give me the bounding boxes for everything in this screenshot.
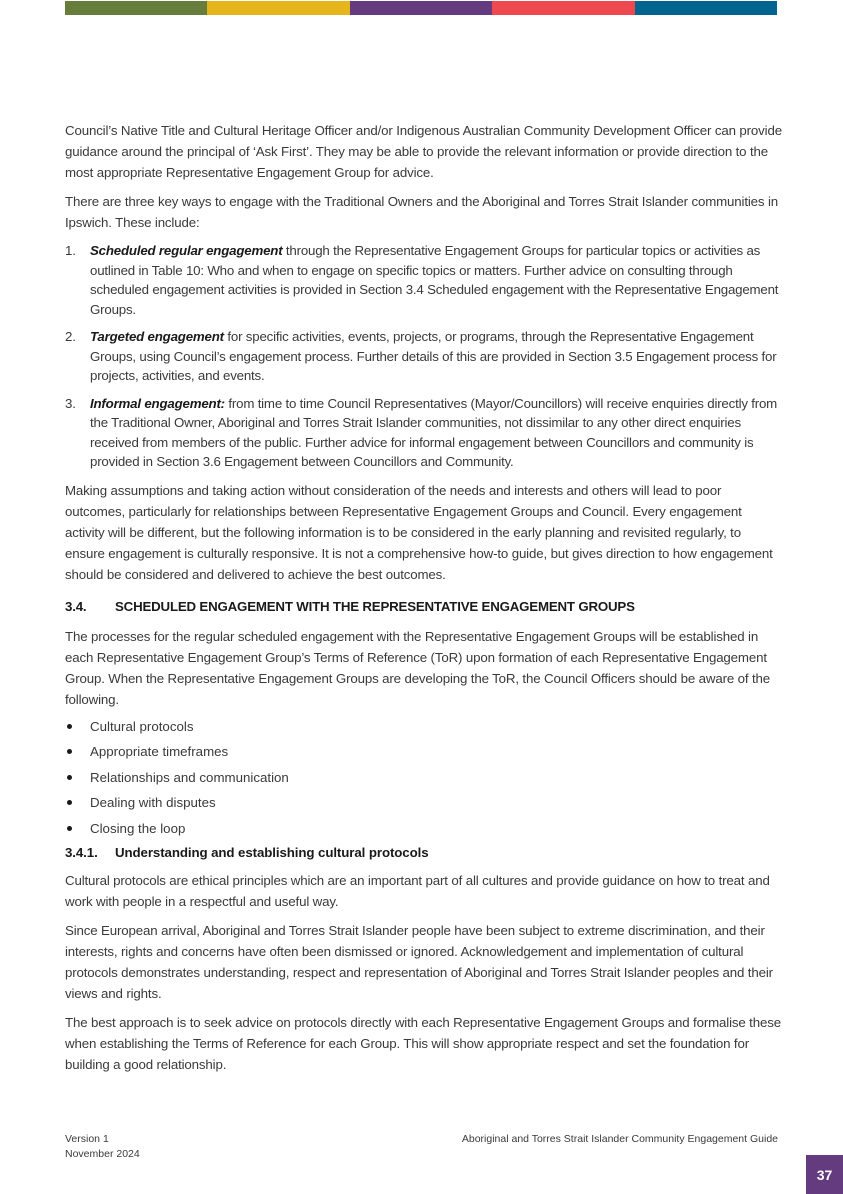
- list-number: 3.: [65, 395, 76, 411]
- list-item-lead: Informal engagement:: [90, 395, 225, 411]
- intro-paragraph-2: There are three key ways to engage with the Traditional Owners and the Aboriginal and Torres Strait Islander communities in Ipswich. These include:: [65, 194, 779, 230]
- list-item-text: through the Representative Engagement Groups for particular topics or activities as outlined in Table 10: Who and when to engage on specific topics or matters. Further advice on consulting through scheduled engagement activities is provided in Section 3.4 Scheduled engagement with the Representative Engagement Groups.: [90, 243, 779, 317]
- color-header-bar: [65, 1, 777, 15]
- list-item: [65, 241, 783, 319]
- bullet-icon: [67, 800, 72, 805]
- bullet-item: [65, 718, 783, 735]
- bullet-item: [65, 743, 783, 760]
- bullet-icon: [67, 749, 72, 754]
- bullet-text: Relationships and communication: [90, 769, 289, 785]
- page-number-badge: 37: [806, 1155, 843, 1194]
- list-item-text: from time to time Council Representatives (Mayor/Councillors) will receive enquiries directly from the Traditional Owner, Aboriginal and Torres Strait Islander communities, not dissimilar to any other direct enquiries received from members of the public. Further advice for informal engagement between Councillors and community is provided in Section 3.6 Engagement between Councillors and Community.: [90, 395, 778, 469]
- list-item-lead: Scheduled regular engagement: [90, 243, 283, 258]
- subsection-heading-3-4-1: [65, 845, 783, 860]
- section-title: SCHEDULED ENGAGEMENT WITH THE REPRESENTATIVE ENGAGEMENT GROUPS: [115, 598, 635, 614]
- subsection-number: 3.4.1.: [65, 845, 98, 860]
- header-bar-segment-red: [492, 1, 634, 15]
- section-number: 3.4.: [65, 598, 87, 614]
- header-bar-segment-blue: [635, 1, 777, 15]
- list-number: 2.: [65, 329, 76, 344]
- bullet-icon: [67, 826, 72, 831]
- list-number: 1.: [65, 243, 76, 258]
- engagement-ways-list: [65, 241, 783, 472]
- assumptions-paragraph: Making assumptions and taking action without consideration of the needs and interests and others will lead to poor outcomes, particularly for relationships between Representative Engagement Groups and Council. Every engagement activity will be different, but the following information is to be considered in the early planning and revisited regularly, to ensure engagement is culturally responsive. It is not a comprehensive how-to guide, but gives direction to how engagement should be considered and delivered to achieve the best outcomes.: [65, 482, 773, 582]
- header-bar-segment-yellow: [207, 1, 349, 15]
- header-bar-segment-green: [65, 1, 207, 15]
- bullet-item: [65, 820, 783, 837]
- protocols-paragraph-1: Cultural protocols are ethical principles which are an important part of all cultures and provide guidance on how to treat and work with people in a respectful and useful way.: [65, 873, 770, 909]
- list-item-text: for specific activities, events, projects, or programs, through the Representative Engagement Groups, using Council’s engagement process. Further details of this are provided in Section 3.5 Engagement process for projects, activities, and events.: [90, 329, 777, 383]
- bullet-icon: [67, 775, 72, 780]
- considerations-bullet-list: [65, 718, 783, 837]
- bullet-text: Cultural protocols: [90, 718, 194, 734]
- footer-document-title: Aboriginal and Torres Strait Islander Community Engagement Guide: [461, 1133, 778, 1145]
- list-item: [65, 327, 783, 386]
- bullet-item: [65, 769, 783, 786]
- bullet-text: Dealing with disputes: [90, 795, 216, 810]
- list-item: [65, 394, 783, 472]
- bullet-icon: [67, 724, 72, 729]
- section-3-4-body: The processes for the regular scheduled engagement with the Representative Engagement Groups will be established in each Representative Engagement Group’s Terms of Reference (ToR) upon formation of each Representative Engagement Group. When the Representative Engagement Groups are developing the ToR, the Council Officers should be aware of the following.: [65, 628, 771, 707]
- section-heading-3-4: [65, 599, 783, 614]
- subsection-title: Understanding and establishing cultural protocols: [115, 845, 429, 860]
- list-item-lead: Targeted engagement: [90, 329, 224, 344]
- page-body: [65, 120, 783, 1083]
- footer-version: Version 1: [65, 1133, 109, 1145]
- bullet-text: Closing the loop: [90, 820, 186, 836]
- bullet-item: [65, 794, 783, 811]
- protocols-paragraph-2: Since European arrival, Aboriginal and Torres Strait Islander people have been subject to extreme discrimination, and their interests, rights and concerns have often been dismissed or ignored. Acknowledgement and implementation of cultural protocols demonstrates understanding, respect and representation of Aboriginal and Torres Strait Islander peoples and their views and rights.: [65, 923, 773, 1001]
- footer-date: November 2024: [65, 1148, 140, 1160]
- header-bar-segment-purple: [350, 1, 492, 15]
- footer-version-info: [65, 1132, 140, 1162]
- intro-paragraph-1: Council’s Native Title and Cultural Heritage Officer and/or Indigenous Australian Community Development Officer can provide guidance around the principal of ‘Ask First’. They may be able to provide the relevant information or provide direction to the most appropriate Representative Engagement Group for advice.: [65, 123, 782, 180]
- protocols-paragraph-3: The best approach is to seek advice on protocols directly with each Representative Engagement Groups and formalise these when establishing the Terms of Reference for each Group. This will show appropriate respect and set the foundation for building a good relationship.: [65, 1015, 781, 1072]
- bullet-text: Appropriate timeframes: [90, 744, 229, 759]
